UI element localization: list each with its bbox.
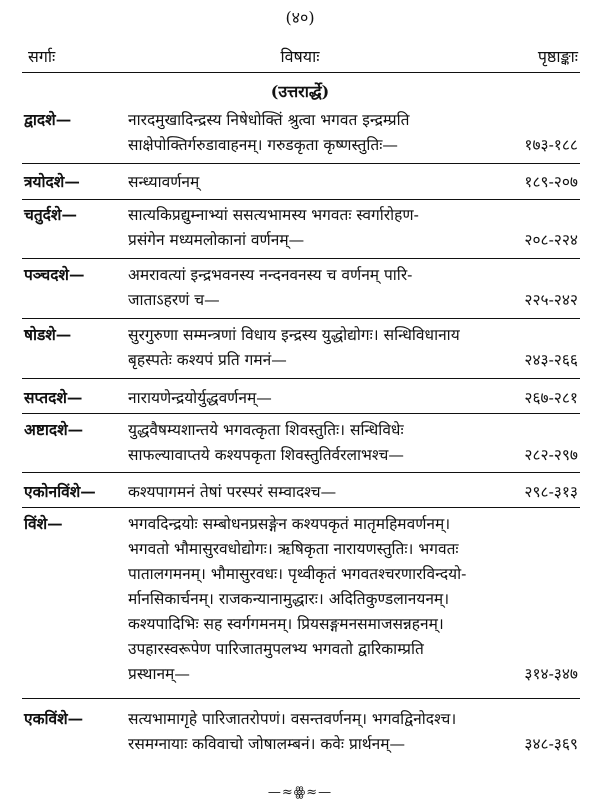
section-title: (उत्तरार्द्धे) <box>270 82 330 101</box>
entry-line: सात्यकिप्रद्युम्नाभ्यां ससत्यभामस्य भगवतः स्वर्गारोहण- <box>128 206 419 224</box>
entry-divider <box>22 199 580 200</box>
entry-sarga: सप्तदशे— <box>24 388 83 407</box>
entry-line: सुरगुरुणा सम्मन्त्रणां विधाय इन्द्रस्य युद्धोद्योगः। सन्धिविधानाय <box>128 326 460 344</box>
entry-line: साक्षेपोक्तिर्गरुडावाहनम्। गरुडकृता कृष्णस्तुतिः— <box>128 136 398 154</box>
entry-description <box>128 203 498 253</box>
entry-sarga: एकविंशे— <box>24 709 84 728</box>
entry-line: नारदमुखादिन्द्रस्य निषेधोक्तिं श्रुत्वा भगवत इन्द्रम्प्रति <box>128 111 410 129</box>
page-number: (४०) <box>285 8 315 27</box>
entry-description <box>128 418 498 468</box>
ornament-divider: —≈ꙮ≈— <box>267 785 333 800</box>
entry-divider <box>22 472 580 473</box>
entry-line: साफल्यावाप्तये कश्यपकृता शिवस्तुतिर्वरलाभश्च— <box>128 446 404 464</box>
entry-line: पातालगमनम्। भौमासुरवधः। पृथ्वीकृतं भगवतश्चरणारविन्दयो- <box>128 565 467 583</box>
entry-description <box>128 323 498 373</box>
entry-pages: २८२-२९७ <box>524 446 578 464</box>
entry-pages: १८९-२०७ <box>524 173 578 191</box>
entry-line: सत्यभामागृहे पारिजातरोपणं। वसन्तवर्णनम्। भगवद्विनोदश्च। <box>128 710 457 728</box>
header-vishaya: विषयाः <box>280 47 320 66</box>
entry-pages: २०८-२२४ <box>524 231 578 249</box>
entry-line: कश्यपागमनं तेषां परस्परं सम्वादश्च— <box>128 483 337 501</box>
entry-divider <box>22 378 580 379</box>
entry-line: रसमग्नायाः कविवाचो जोषालम्बनं। कवेः प्रार्थनम्— <box>128 735 406 753</box>
entry-sarga: एकोनविंशे— <box>24 482 96 501</box>
entry-pages: ३१४-३४७ <box>524 665 578 683</box>
entry-pages: १७३-१८८ <box>524 136 578 154</box>
entry-line: प्रस्थानम्— <box>128 665 190 683</box>
entry-line: अमरावत्यां इन्द्रभवनस्य नन्दनवनस्य च वर्णनम् पारि- <box>128 266 413 284</box>
entry-description <box>128 707 498 757</box>
entry-line: युद्धवैषम्यशान्तये भगवत्कृता शिवस्तुतिः। सन्धिविधेः <box>128 421 404 439</box>
entry-line: जाताऽहरणं च— <box>128 291 220 309</box>
entry-description <box>128 263 498 313</box>
entry-pages: २४३-२६६ <box>524 351 578 369</box>
entry-pages: २२५-२४२ <box>524 291 578 309</box>
entry-line: सन्ध्यावर्णनम् <box>128 173 200 191</box>
entry-line: प्रसंगेन मध्यमलोकानां वर्णनम्— <box>128 231 305 249</box>
entry-line: उपहारस्वरूपेण पारिजातमुपलभ्य भगवतो द्वारिकाम्प्रति <box>128 640 424 658</box>
entry-description <box>128 480 498 505</box>
entry-sarga: त्रयोदशे— <box>24 172 80 191</box>
entry-pages: २९८-३१३ <box>524 483 578 501</box>
entry-line: नारायणेन्द्रयोर्युद्धवर्णनम्— <box>128 389 272 407</box>
entry-sarga: विंशे— <box>24 514 63 533</box>
entry-divider <box>22 507 580 508</box>
entry-line: कश्यपादिभिः सह स्वर्गगमनम्। प्रियसङ्गमनसमाजसन्नहनम्। <box>128 615 444 633</box>
entry-line: भगवदिन्द्रयोः सम्बोधनप्रसङ्गेन कश्यपकृतं मातृमहिमवर्णनम्। <box>128 515 451 533</box>
entry-divider <box>22 163 580 164</box>
entry-line: बृहस्पतेः कश्यपं प्रति गमनं— <box>128 351 287 369</box>
entry-sarga: षोडशे— <box>24 325 72 344</box>
entry-divider <box>22 698 580 699</box>
header-sarga: सर्गाः <box>28 47 56 66</box>
entry-line: भगवतो भौमासुरवधोद्योगः। ऋषिकृता नारायणस्तुतिः। भगवतः <box>128 540 459 558</box>
entry-pages: २६७-२८१ <box>524 389 578 407</box>
entry-description <box>128 512 498 687</box>
entry-sarga: द्वादशे— <box>24 110 72 129</box>
header-rule <box>22 72 580 73</box>
entry-sarga: पञ्चदशे— <box>24 265 85 284</box>
entry-pages: ३४८-३६९ <box>524 735 578 753</box>
entry-description <box>128 386 498 411</box>
entry-description <box>128 108 498 158</box>
entry-sarga: अष्टादशे— <box>24 420 84 439</box>
entry-line: र्मानसिकार्चनम्। राजकन्यानामुद्धारः। अदितिकुण्डलानयनम्। <box>128 590 450 608</box>
header-prishtha: पृष्ठाङ्काः <box>537 47 578 66</box>
entry-divider <box>22 318 580 319</box>
entry-divider <box>22 413 580 414</box>
entry-sarga: चतुर्दशे— <box>24 205 77 224</box>
entry-divider <box>22 258 580 259</box>
entry-description <box>128 170 498 195</box>
